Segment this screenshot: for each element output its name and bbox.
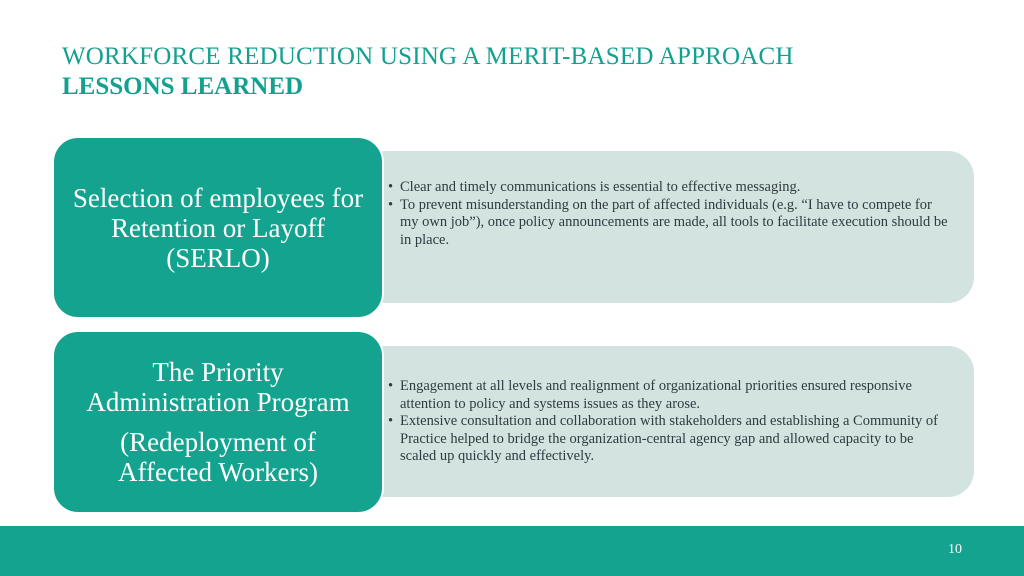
title-line-2: LESSONS LEARNED — [62, 73, 304, 100]
bullet-text: Engagement at all levels and realignment of organizational priorities ensured responsive attention to policy and systems issues as they arose. — [400, 378, 912, 412]
bullet-dot: • — [388, 196, 394, 213]
serlo-details-panel — [360, 151, 974, 303]
bullet-text: Clear and timely communications is essential to effective messaging. — [400, 179, 801, 195]
priority-program-bullet-list — [388, 378, 952, 466]
bullet-text: To prevent misunderstanding on the part of affected individuals (e.g. “I have to compete for my own job”), once policy announcements are made, all tools to facilitate execution should be in place. — [400, 196, 948, 248]
bullet-dot: • — [388, 413, 394, 429]
page-number: 10 — [948, 542, 962, 557]
priority-program-label-box — [52, 330, 384, 514]
footer-bar — [0, 526, 1024, 576]
list-item — [388, 413, 952, 466]
serlo-bullet-list — [388, 179, 952, 249]
title-line-1: WORKFORCE REDUCTION USING A MERIT-BASED APPROACH — [62, 43, 794, 70]
priority-program-details-panel — [360, 346, 974, 497]
list-item — [388, 378, 952, 413]
list-item — [388, 197, 952, 250]
bullet-text: Extensive consultation and collaboration with stakeholders and establishing a Community of Practice helped to bridge the organization-central agency gap and allowed capacity to be scaled up quickly and effectively. — [400, 413, 939, 464]
serlo-label-box — [52, 136, 384, 319]
serlo-label: Selection of employees for Retention or Layoff (SERLO) — [72, 182, 364, 273]
redeployment-label: (Redeployment of Affected Workers) — [118, 427, 318, 487]
list-item — [388, 179, 952, 197]
priority-program-label: The Priority Administration Program — [86, 357, 350, 417]
bullet-dot: • — [388, 378, 394, 394]
slide-title — [62, 42, 794, 102]
bullet-dot: • — [388, 179, 394, 195]
